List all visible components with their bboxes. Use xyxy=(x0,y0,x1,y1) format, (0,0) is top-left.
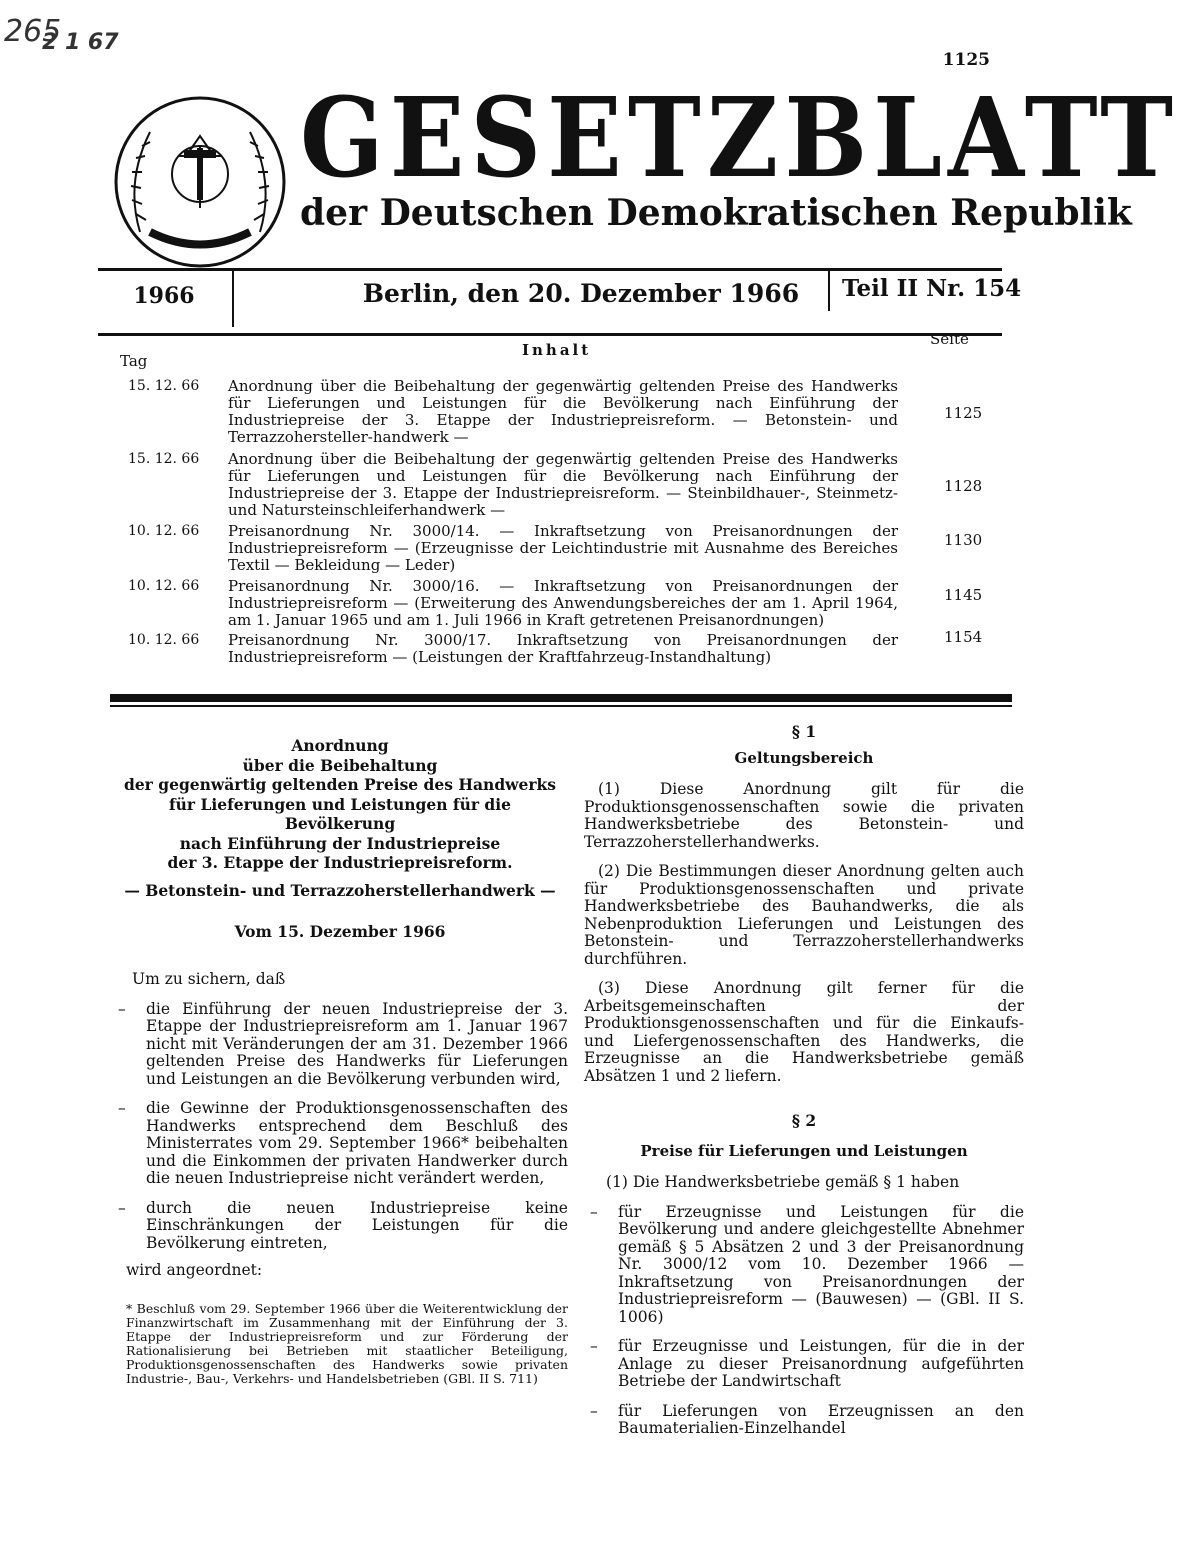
issue-header-bar xyxy=(98,268,1022,336)
paragraph-text: (3) Diese Anordnung gilt ferner für die Arbeitsgemeinschaften der Produktionsgenossenschaften und für die Einkaufs- und Liefergenossenschaften des Handwerks, die Erzeugnisse an die Handwerksbetriebe gemäß Absätzen 1 und 2 liefern. xyxy=(584,979,1024,1085)
toc-heading: Inhalt xyxy=(522,341,592,359)
title-line: der 3. Etappe der Industriepreisreform. xyxy=(167,853,513,872)
issue-year: 1966 xyxy=(133,283,195,309)
toc-entry-text: Preisanordnung Nr. 3000/14. — Inkraftsetzung von Preisanordnungen der Industriepreisreform — (Erzeugnisse der Leichtindustrie mit Ausnahme des Bereiches Textil — Bekleidung — Leder) xyxy=(228,522,898,574)
bullet-text: die Einführung der neuen Industriepreise der 3. Etappe der Industriepreisreform am 1. Januar 1967 nicht mit Veränderungen der am 31. Dezember 1966 geltenden Preise des Handwerks für Lieferungen und Leistungen an die Bevölkerung verbunden wird, xyxy=(146,999,568,1088)
toc-entry-page: 1125 xyxy=(944,404,983,422)
preamble-closing: wird angeordnet: xyxy=(126,1261,263,1279)
bullet-text: für Erzeugnisse und Leistungen, für die in der Anlage zu dieser Preisanordnung aufgeführten Betriebe der Landwirtschaft xyxy=(618,1337,1024,1390)
bullet-text: für Lieferungen von Erzeugnissen an den Baumaterialien-Einzelhandel xyxy=(618,1401,1024,1437)
toc-entry-text: Anordnung über die Beibehaltung der gegenwärtig geltenden Preise des Handwerks für Lieferungen und Leistungen für die Bevölkerung nach Einführung der Industriepreise der 3. Etappe der Industriepreisreform. — Steinbildhauer-, Steinmetz- und Natursteinschleiferhandwerk — xyxy=(228,450,898,519)
title-line: für Lieferungen und Leistungen für die Bevölkerung xyxy=(168,794,512,833)
toc-entry-page: 1130 xyxy=(944,531,983,549)
bullet-text: für Erzeugnisse und Leistungen für die Bevölkerung und andere gleichgestellte Abnehmer gemäß § 5 Absätzen 2 und 3 der Preisanordnung Nr. 3000/12 vom 10. Dezember 1966 — Inkraftsetzung von Preisanordnungen der Industriepreisreform — (Bauwesen) — (GBl. II S. 1006) xyxy=(618,1202,1024,1326)
toc-column-tag: Tag xyxy=(120,352,148,370)
paragraph-text: (1) Die Handwerksbetriebe gemäß § 1 haben xyxy=(606,1173,960,1191)
title-line: der gegenwärtig geltenden Preise des Handwerks xyxy=(123,775,557,794)
bullet-text: die Gewinne der Produktionsgenossenschaften des Handwerks entsprechend dem Beschluß des Ministerrates vom 29. September 1966* beibehalten und die Einkommen der privaten Handwerker durch die neuen Industriepreise nicht verändert werden, xyxy=(146,1099,568,1187)
preamble-bullet: – die Einführung der neuen Industriepreise der 3. Etappe der Industriepreisreform am 1. Januar 1967 nicht mit Veränderungen der am 31. Dezember 1966 geltenden Preise des Handwerks für Lieferungen und Leistungen an die Bevölkerung verbunden wird, xyxy=(118,999,568,1088)
paragraph-number: § 2 xyxy=(791,1111,817,1130)
section-rule xyxy=(110,694,1012,702)
masthead-subtitle: der Deutschen Demokratischen Republik xyxy=(300,192,1132,234)
list-item: – für Erzeugnisse und Leistungen für die Bevölkerung und andere gleichgestellte Abnehmer gemäß § 5 Absätzen 2 und 3 der Preisanordnung Nr. 3000/12 vom 10. Dezember 1966 — Inkraftsetzung von Preisanordnungen der Industriepreisreform — (Bauwesen) — (GBl. II S. 1006) xyxy=(590,1202,1024,1326)
handwritten-date: 2 1 67 xyxy=(42,30,119,55)
paragraph-text: (1) Diese Anordnung gilt für die Produktionsgenossenschaften sowie die privaten Handwerksbetriebe des Betonstein- und Terrazzoherstellerhandwerks. xyxy=(584,780,1024,851)
header-divider xyxy=(828,271,830,311)
title-line: Anordnung xyxy=(291,736,389,755)
toc-entry-text: Preisanordnung Nr. 3000/17. Inkraftsetzung von Preisanordnungen der Industriepreisreform — (Leistungen der Kraftfahrzeug-Instandhaltung) xyxy=(228,631,898,666)
article-date: Vom 15. Dezember 1966 xyxy=(234,922,446,941)
handwritten-number: 265 xyxy=(4,14,62,49)
toc-entry-date: 15. 12. 66 xyxy=(128,378,200,394)
toc-entry-date: 15. 12. 66 xyxy=(128,451,200,467)
toc-entry-date: 10. 12. 66 xyxy=(128,523,200,539)
masthead-title: GESETZBLATT xyxy=(300,73,1179,203)
preamble-bullet: – die Gewinne der Produktionsgenossenschaften des Handwerks entsprechend dem Beschluß des Ministerrates vom 29. September 1966* beibehalten und die Einkommen der privaten Handwerker durch die neuen Industriepreise nicht verändert werden, xyxy=(118,1099,568,1187)
bullet-text: durch die neuen Industriepreise keine Einschränkungen der Leistungen für die Bevölkerung eintreten, xyxy=(146,1198,568,1252)
paragraph-heading: Geltungsbereich xyxy=(734,749,874,767)
toc-entry-date: 10. 12. 66 xyxy=(128,632,200,648)
paragraph-heading: Preise für Lieferungen und Leistungen xyxy=(640,1142,968,1160)
issue-number: Teil II Nr. 154 xyxy=(842,275,1022,302)
section-rule xyxy=(110,705,1012,707)
list-item: – für Lieferungen von Erzeugnissen an den Baumaterialien-Einzelhandel xyxy=(590,1401,1024,1437)
page-number: 1125 xyxy=(942,50,990,70)
issue-date: Berlin, den 20. Dezember 1966 xyxy=(362,279,800,308)
article-title xyxy=(112,736,568,900)
article-left-column xyxy=(112,736,568,1386)
title-line: nach Einführung der Industriepreise xyxy=(179,833,501,853)
ddr-state-emblem-icon xyxy=(110,92,290,272)
toc-entry-text: Preisanordnung Nr. 3000/16. — Inkraftsetzung von Preisanordnungen der Industriepreisreform — (Erweiterung des Anwendungsbereiches der am 1. April 1964, am 1. Januar 1965 und am 1. Juli 1966 in Kraft getretenen Preisanordnungen) xyxy=(228,577,898,629)
preamble-intro: Um zu sichern, daß xyxy=(132,970,286,988)
title-line: — Betonstein- und Terrazzoherstellerhandwerk — xyxy=(124,880,556,900)
paragraph-number: § 1 xyxy=(791,722,817,741)
footnote: * Beschluß vom 29. September 1966 über die Weiterentwicklung der Finanzwirtschaft im Zusammenhang mit der Einführung der 3. Etappe der Industriepreisreform und zur Förderung der Rationalisierung bei Betrieben mit staatlicher Beteiligung, Produktionsgenossenschaften des Handwerks sowie privaten Industrie-, Bau-, Verkehrs- und Handelsbetrieben (GBl. II S. 711) xyxy=(126,1300,568,1386)
toc-entry-page: 1154 xyxy=(944,628,983,646)
toc-entry-date: 10. 12. 66 xyxy=(128,578,200,594)
toc-entry-text: Anordnung über die Beibehaltung der gegenwärtig geltenden Preise des Handwerks für Lieferungen und Leistungen für die Bevölkerung nach Einführung der Industriepreise der 3. Etappe der Industriepreisreform. — Betonstein- und Terrazzohersteller-handwerk — xyxy=(228,377,898,446)
toc-entry-page: 1145 xyxy=(944,586,983,604)
preamble-bullet: – durch die neuen Industriepreise keine Einschränkungen der Leistungen für die Bevölkerung eintreten, xyxy=(118,1198,568,1252)
paragraph-text: (2) Die Bestimmungen dieser Anordnung gelten auch für Produktionsgenossenschaften und private Handwerksbetriebe des Bauhandwerks, die als Nebenproduktion Lieferungen und Leistungen des Betonstein- und Terrazzoherstellerhandwerks durchführen. xyxy=(584,862,1024,968)
list-item: – für Erzeugnisse und Leistungen, für die in der Anlage zu dieser Preisanordnung aufgeführten Betriebe der Landwirtschaft xyxy=(590,1337,1024,1390)
article-right-column xyxy=(584,722,1024,1438)
toc-column-seite: Seite xyxy=(930,330,969,348)
title-line: über die Beibehaltung xyxy=(242,755,438,775)
toc-entry-page: 1128 xyxy=(944,477,983,495)
